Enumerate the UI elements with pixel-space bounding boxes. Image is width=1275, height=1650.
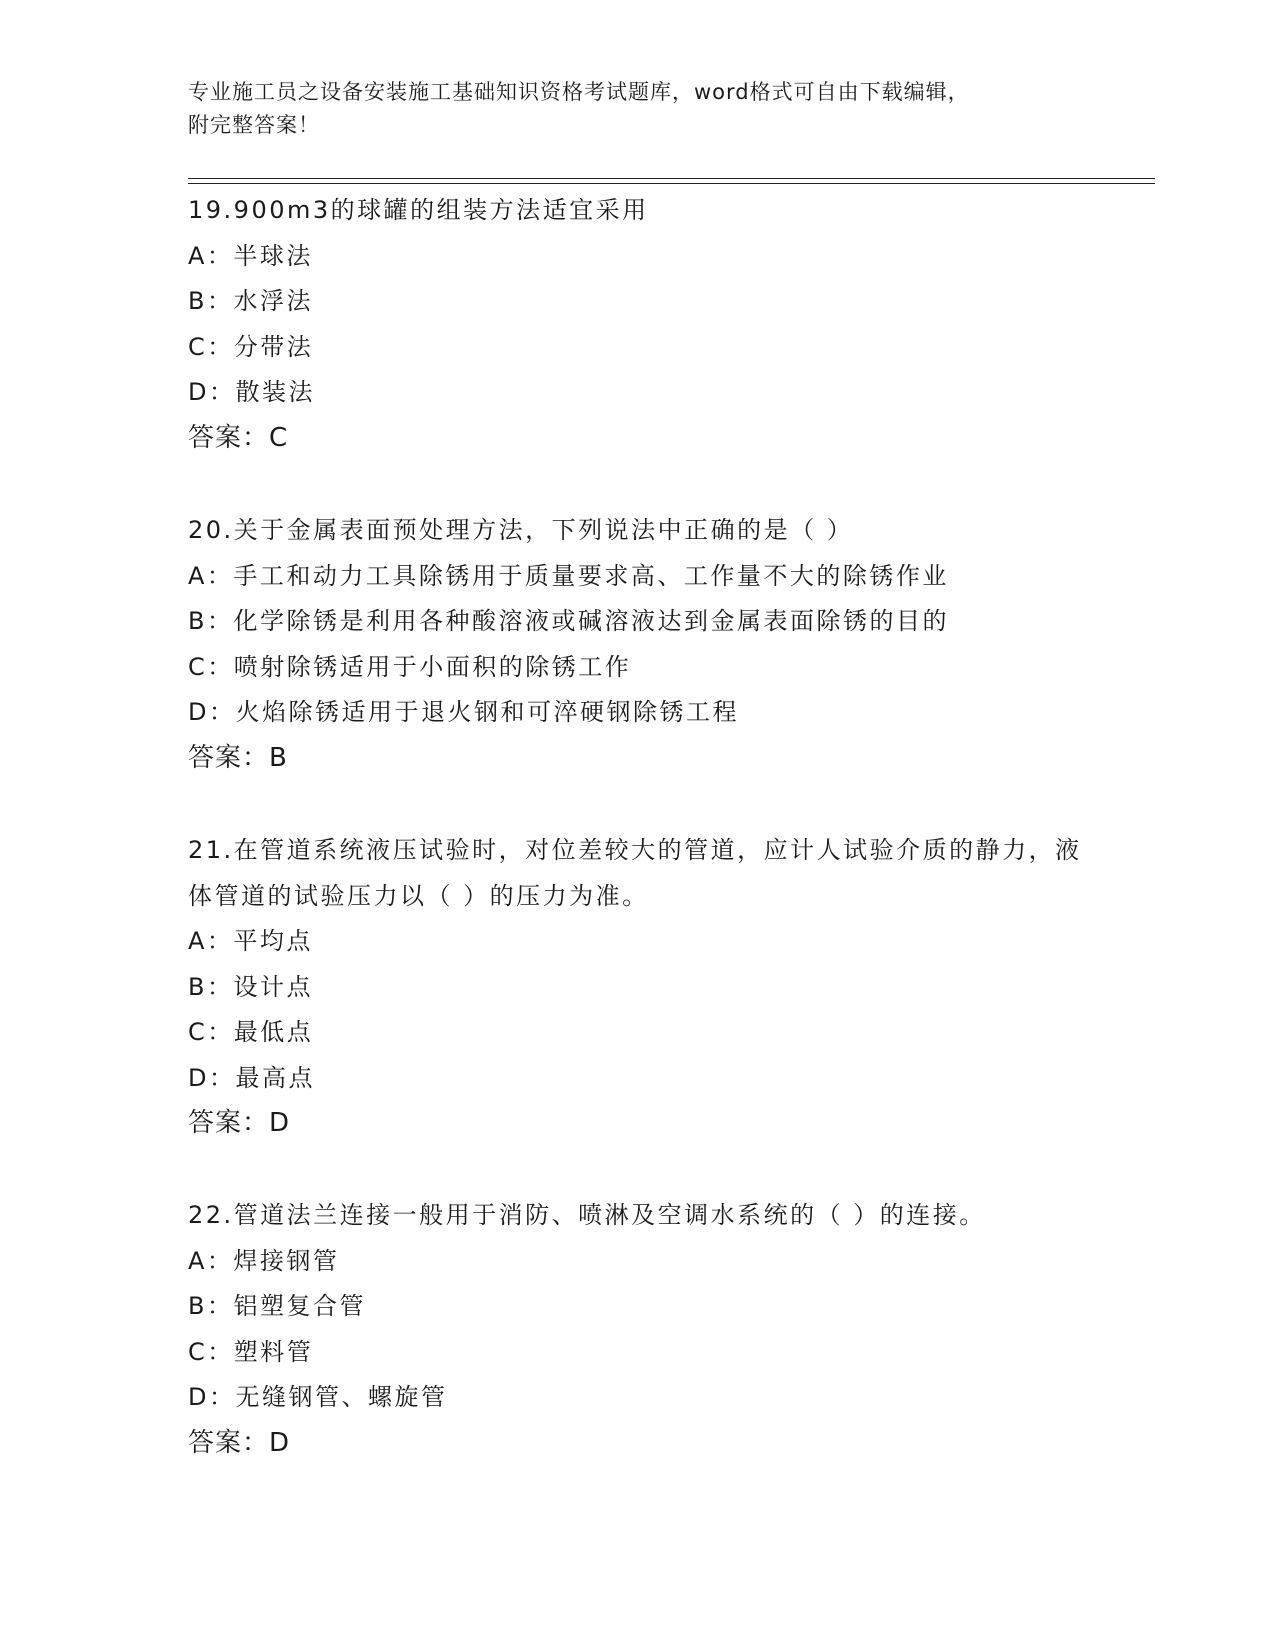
answer-line: 答案：D	[188, 1108, 291, 1138]
option-a: A：手工和动力工具除锈用于质量要求高、工作量不大的除锈作业	[188, 561, 949, 590]
header-divider-top	[188, 178, 1155, 179]
question-stem: 19.900m3的球罐的组装方法适宜采用	[188, 196, 649, 224]
option-b: B：水浮法	[188, 287, 313, 315]
option-d: D：火焰除锈适用于退火钢和可淬硬钢除锈工程	[188, 698, 739, 726]
question-stem: 22.管道法兰连接一般用于消防、喷淋及空调水系统的（ ）的连接。	[188, 1201, 986, 1229]
question-stem: 21.在管道系统液压试验时，对位差较大的管道，应计人试验介质的静力，液体管道的试验压力以（ ）的压力为准。	[188, 836, 1082, 910]
option-c: C：最低点	[188, 1018, 314, 1046]
question-22	[188, 1193, 1088, 1466]
option-b: B：铝塑复合管	[188, 1292, 366, 1320]
option-c: C：喷射除锈适用于小面积的除锈工作	[188, 652, 632, 681]
option-d: D：无缝钢管、螺旋管	[188, 1383, 448, 1411]
option-c: C：分带法	[188, 332, 314, 361]
document-header	[188, 76, 1088, 142]
answer-line: 答案：B	[188, 742, 288, 773]
answer-line: 答案：D	[188, 1427, 291, 1458]
header-line-1: 专业施工员之设备安装施工基础知识资格考试题库，word格式可自由下载编辑，	[188, 80, 970, 104]
question-20	[188, 508, 1088, 781]
header-divider-bottom	[188, 183, 1155, 184]
option-b: B：化学除锈是利用各种酸溶液或碱溶液达到金属表面除锈的目的	[188, 607, 949, 635]
header-line-2: 附完整答案！	[188, 113, 320, 137]
option-c: C：塑料管	[188, 1337, 314, 1366]
option-d: D：散装法	[188, 378, 315, 406]
question-stem: 20.关于金属表面预处理方法，下列说法中正确的是（ ）	[188, 516, 854, 544]
option-a: A：半球法	[188, 241, 313, 270]
option-d: D：最高点	[188, 1063, 315, 1092]
question-19	[188, 188, 1088, 461]
option-b: B：设计点	[188, 972, 313, 1001]
option-a: A：平均点	[188, 927, 313, 955]
question-21	[188, 828, 1088, 1147]
option-a: A：焊接钢管	[188, 1246, 340, 1275]
answer-line: 答案：C	[188, 422, 289, 453]
